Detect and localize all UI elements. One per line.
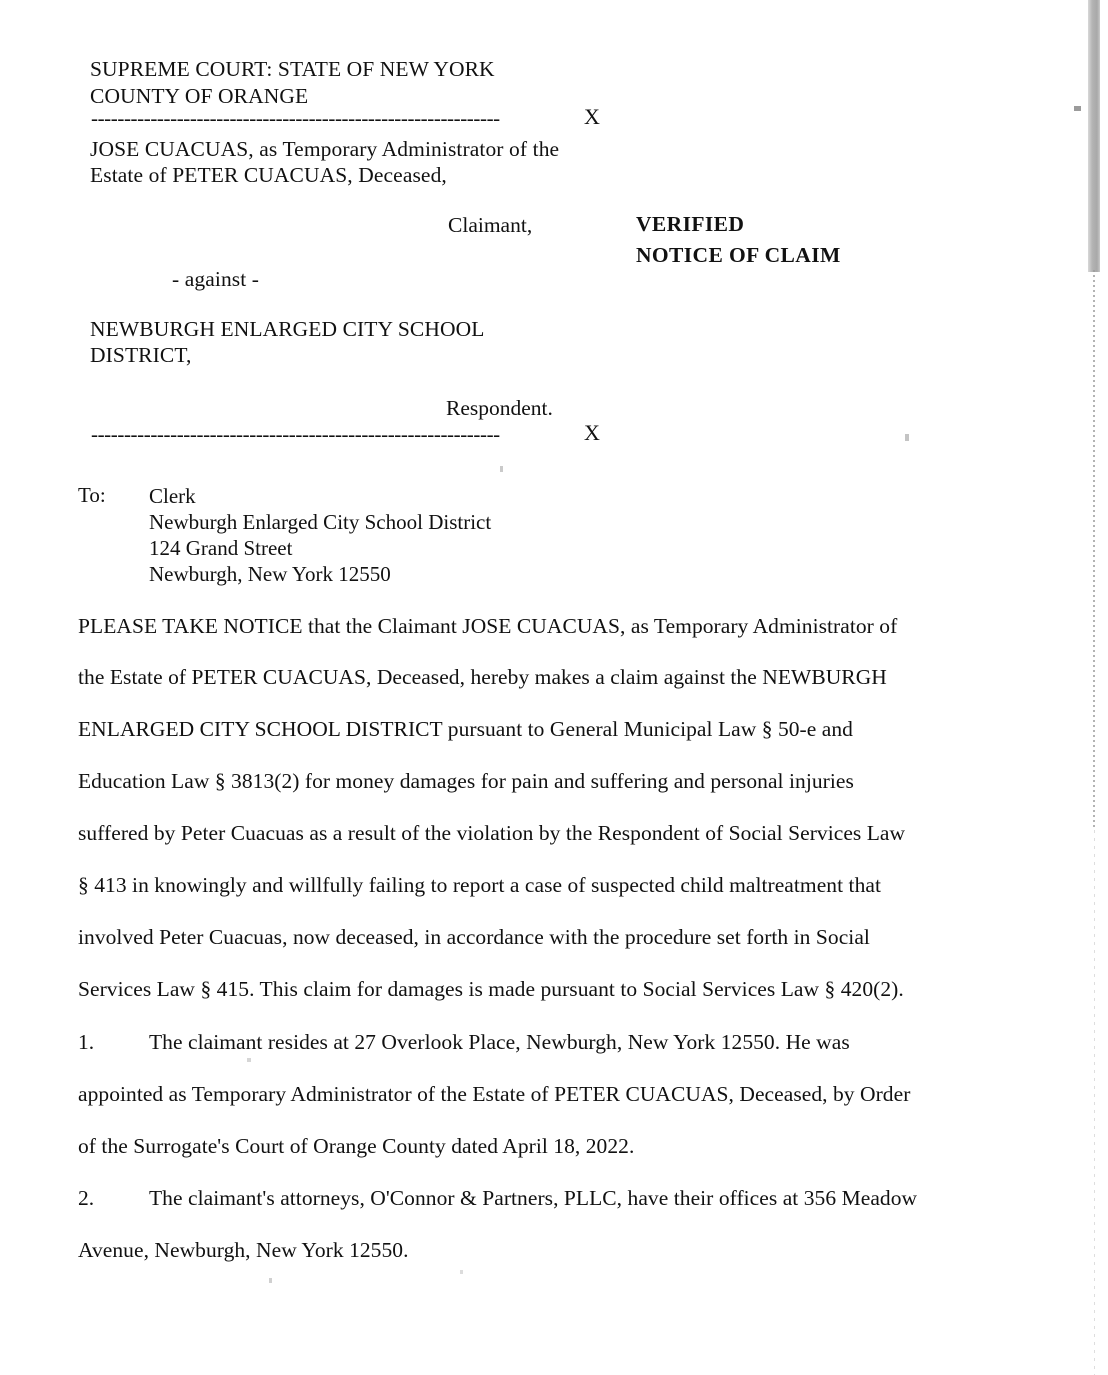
claimant-designation-label: Claimant, <box>448 213 533 237</box>
claimant-party-line-1: JOSE CUACUAS, as Temporary Administrator of the <box>90 137 560 161</box>
paragraph-1-line: of the Surrogate's Court of Orange County dated April 18, 2022. <box>78 1134 635 1158</box>
respondent-party-line-1: NEWBURGH ENLARGED CITY SCHOOL <box>90 317 485 341</box>
intro-paragraph-line: the Estate of PETER CUACUAS, Deceased, hereby makes a claim against the NEWBURGH <box>78 665 887 689</box>
caption-rule-bottom-end-x: X <box>584 420 600 445</box>
scan-speck <box>269 1278 272 1283</box>
caption-rule-bottom: -------------------------------------------------------------- <box>91 422 500 446</box>
scan-speck <box>905 434 909 441</box>
document-title-line-2: NOTICE OF CLAIM <box>636 243 841 267</box>
paragraph-number: 2. <box>78 1186 95 1210</box>
paragraph-1-line: appointed as Temporary Administrator of the Estate of PETER CUACUAS, Deceased, by Order <box>78 1082 911 1106</box>
intro-paragraph-line: Education Law § 3813(2) for money damages for pain and suffering and personal injuries <box>78 769 854 793</box>
to-label: To: <box>78 483 106 507</box>
intro-paragraph-line: ENLARGED CITY SCHOOL DISTRICT pursuant to General Municipal Law § 50-e and <box>78 717 853 741</box>
intro-paragraph-line: Services Law § 415. This claim for damages is made pursuant to Social Services Law § 420(2). <box>78 977 904 1001</box>
intro-paragraph-line: PLEASE TAKE NOTICE that the Claimant JOSE CUACUAS, as Temporary Administrator of <box>78 614 898 638</box>
to-address-line: Clerk <box>149 484 196 508</box>
scan-speck <box>500 466 503 472</box>
court-county-line: COUNTY OF ORANGE <box>90 84 309 108</box>
scan-edge-band <box>1088 0 1100 272</box>
paragraph-2-line: The claimant's attorneys, O'Connor & Partners, PLLC, have their offices at 356 Meadow <box>149 1186 918 1210</box>
document-title-line-1: VERIFIED <box>636 212 745 236</box>
scan-speck <box>1074 106 1081 111</box>
scan-speck <box>247 1058 251 1062</box>
to-address-line: Newburgh, New York 12550 <box>149 562 391 586</box>
respondent-designation-label: Respondent. <box>446 396 553 420</box>
respondent-party-line-2: DISTRICT, <box>90 343 192 367</box>
against-label: - against - <box>172 267 260 291</box>
intro-paragraph-line: § 413 in knowingly and willfully failing to report a case of suspected child maltreatment that <box>78 873 881 897</box>
scan-edge-line-lower <box>1094 830 1095 1375</box>
intro-paragraph-line: suffered by Peter Cuacuas as a result of the violation by the Respondent of Social Services Law <box>78 821 906 845</box>
paragraph-number: 1. <box>78 1030 95 1054</box>
caption-rule-top: -------------------------------------------------------------- <box>91 106 500 130</box>
scan-speck <box>460 1270 463 1274</box>
to-address-line: Newburgh Enlarged City School District <box>149 510 492 534</box>
caption-rule-top-end-x: X <box>584 104 600 129</box>
intro-paragraph-line: involved Peter Cuacuas, now deceased, in accordance with the procedure set forth in Social <box>78 925 870 949</box>
claimant-party-line-2: Estate of PETER CUACUAS, Deceased, <box>90 163 447 187</box>
paragraph-2-line: Avenue, Newburgh, New York 12550. <box>78 1238 409 1262</box>
scan-edge-line <box>1093 270 1095 830</box>
paragraph-1-line: The claimant resides at 27 Overlook Place, Newburgh, New York 12550. He was <box>149 1030 850 1054</box>
court-name-line: SUPREME COURT: STATE OF NEW YORK <box>90 57 495 81</box>
to-address-line: 124 Grand Street <box>149 536 293 560</box>
